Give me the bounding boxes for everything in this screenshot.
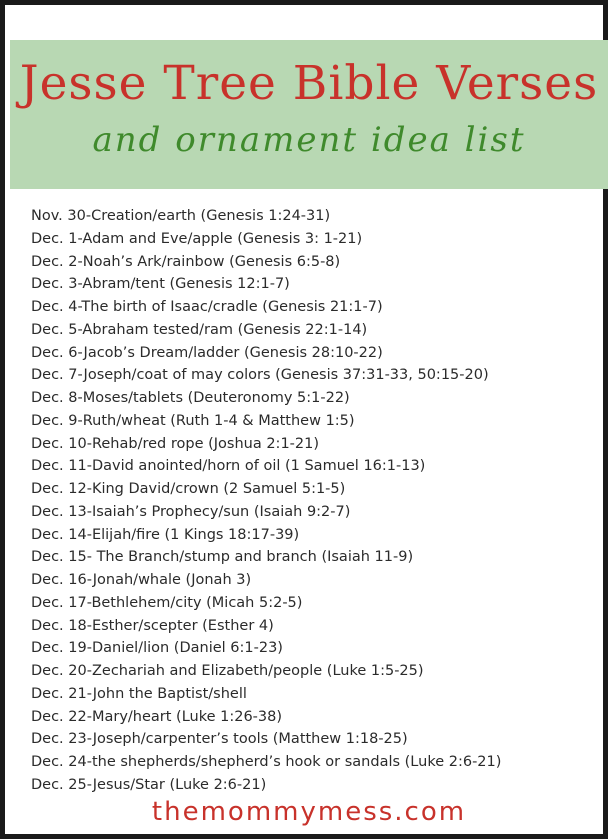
verse-item: Dec. 1-Adam and Eve/apple (Genesis 3: 1-21) bbox=[31, 230, 363, 247]
page-subtitle: and ornament idea list bbox=[92, 120, 526, 160]
verse-item: Dec. 4-The birth of Isaac/cradle (Genesis 21:1-7) bbox=[31, 299, 383, 315]
verse-item: Dec. 18-Esther/scepter (Esther 4) bbox=[31, 617, 274, 634]
verse-item: Dec. 5-Abraham tested/ram (Genesis 22:1-14) bbox=[31, 321, 368, 338]
site-credit: themommymess.com bbox=[151, 797, 467, 827]
verse-item: Dec. 23-Joseph/carpenter’s tools (Matthew 1:18-25) bbox=[31, 731, 408, 748]
verse-item: Dec. 11-David anointed/horn of oil (1 Samuel 16:1-13) bbox=[31, 458, 426, 475]
verse-item: Dec. 8-Moses/tablets (Deuteronomy 5:1-22) bbox=[31, 390, 350, 406]
verse-item: Nov. 30-Creation/earth (Genesis 1:24-31) bbox=[31, 208, 331, 224]
verse-item: Dec. 12-King David/crown (2 Samuel 5:1-5) bbox=[31, 481, 346, 497]
verse-item: Dec. 9-Ruth/wheat (Ruth 1-4 & Matthew 1:5) bbox=[31, 412, 355, 429]
verse-item: Dec. 6-Jacob’s Dream/ladder (Genesis 28:10-22) bbox=[31, 344, 383, 361]
verse-item: Dec. 3-Abram/tent (Genesis 12:1-7) bbox=[31, 276, 290, 293]
verse-item: Dec. 17-Bethlehem/city (Micah 5:2-5) bbox=[31, 594, 303, 611]
verse-item: Dec. 24-the shepherds/shepherd’s hook or sandals (Luke 2:6-21) bbox=[31, 754, 502, 770]
verse-item: Dec. 2-Noah’s Ark/rainbow (Genesis 6:5-8) bbox=[31, 253, 341, 270]
verse-item: Dec. 20-Zechariah and Elizabeth/people (Luke 1:5-25) bbox=[31, 663, 424, 679]
verse-item: Dec. 13-Isaiah’s Prophecy/sun (Isaiah 9:2-7) bbox=[31, 503, 351, 520]
verse-item: Dec. 22-Mary/heart (Luke 1:26-38) bbox=[31, 708, 283, 725]
verse-item: Dec. 10-Rehab/red rope (Joshua 2:1-21) bbox=[31, 435, 320, 452]
verse-item: Dec. 25-Jesus/Star (Luke 2:6-21) bbox=[31, 776, 267, 793]
verse-item: Dec. 15- The Branch/stump and branch (Isaiah 11-9) bbox=[31, 549, 414, 566]
verse-item: Dec. 21-John the Baptist/shell bbox=[31, 685, 247, 702]
header-banner bbox=[10, 40, 608, 189]
page-title: Jesse Tree Bible Verses bbox=[19, 56, 599, 111]
verse-item: Dec. 7-Joseph/coat of may colors (Genesis 37:31-33, 50:15-20) bbox=[31, 367, 489, 384]
verse-item: Dec. 19-Daniel/lion (Daniel 6:1-23) bbox=[31, 640, 283, 657]
verse-item: Dec. 14-Elijah/fire (1 Kings 18:17-39) bbox=[31, 526, 300, 543]
verse-list bbox=[31, 205, 501, 797]
verse-item: Dec. 16-Jonah/whale (Jonah 3) bbox=[31, 572, 252, 588]
